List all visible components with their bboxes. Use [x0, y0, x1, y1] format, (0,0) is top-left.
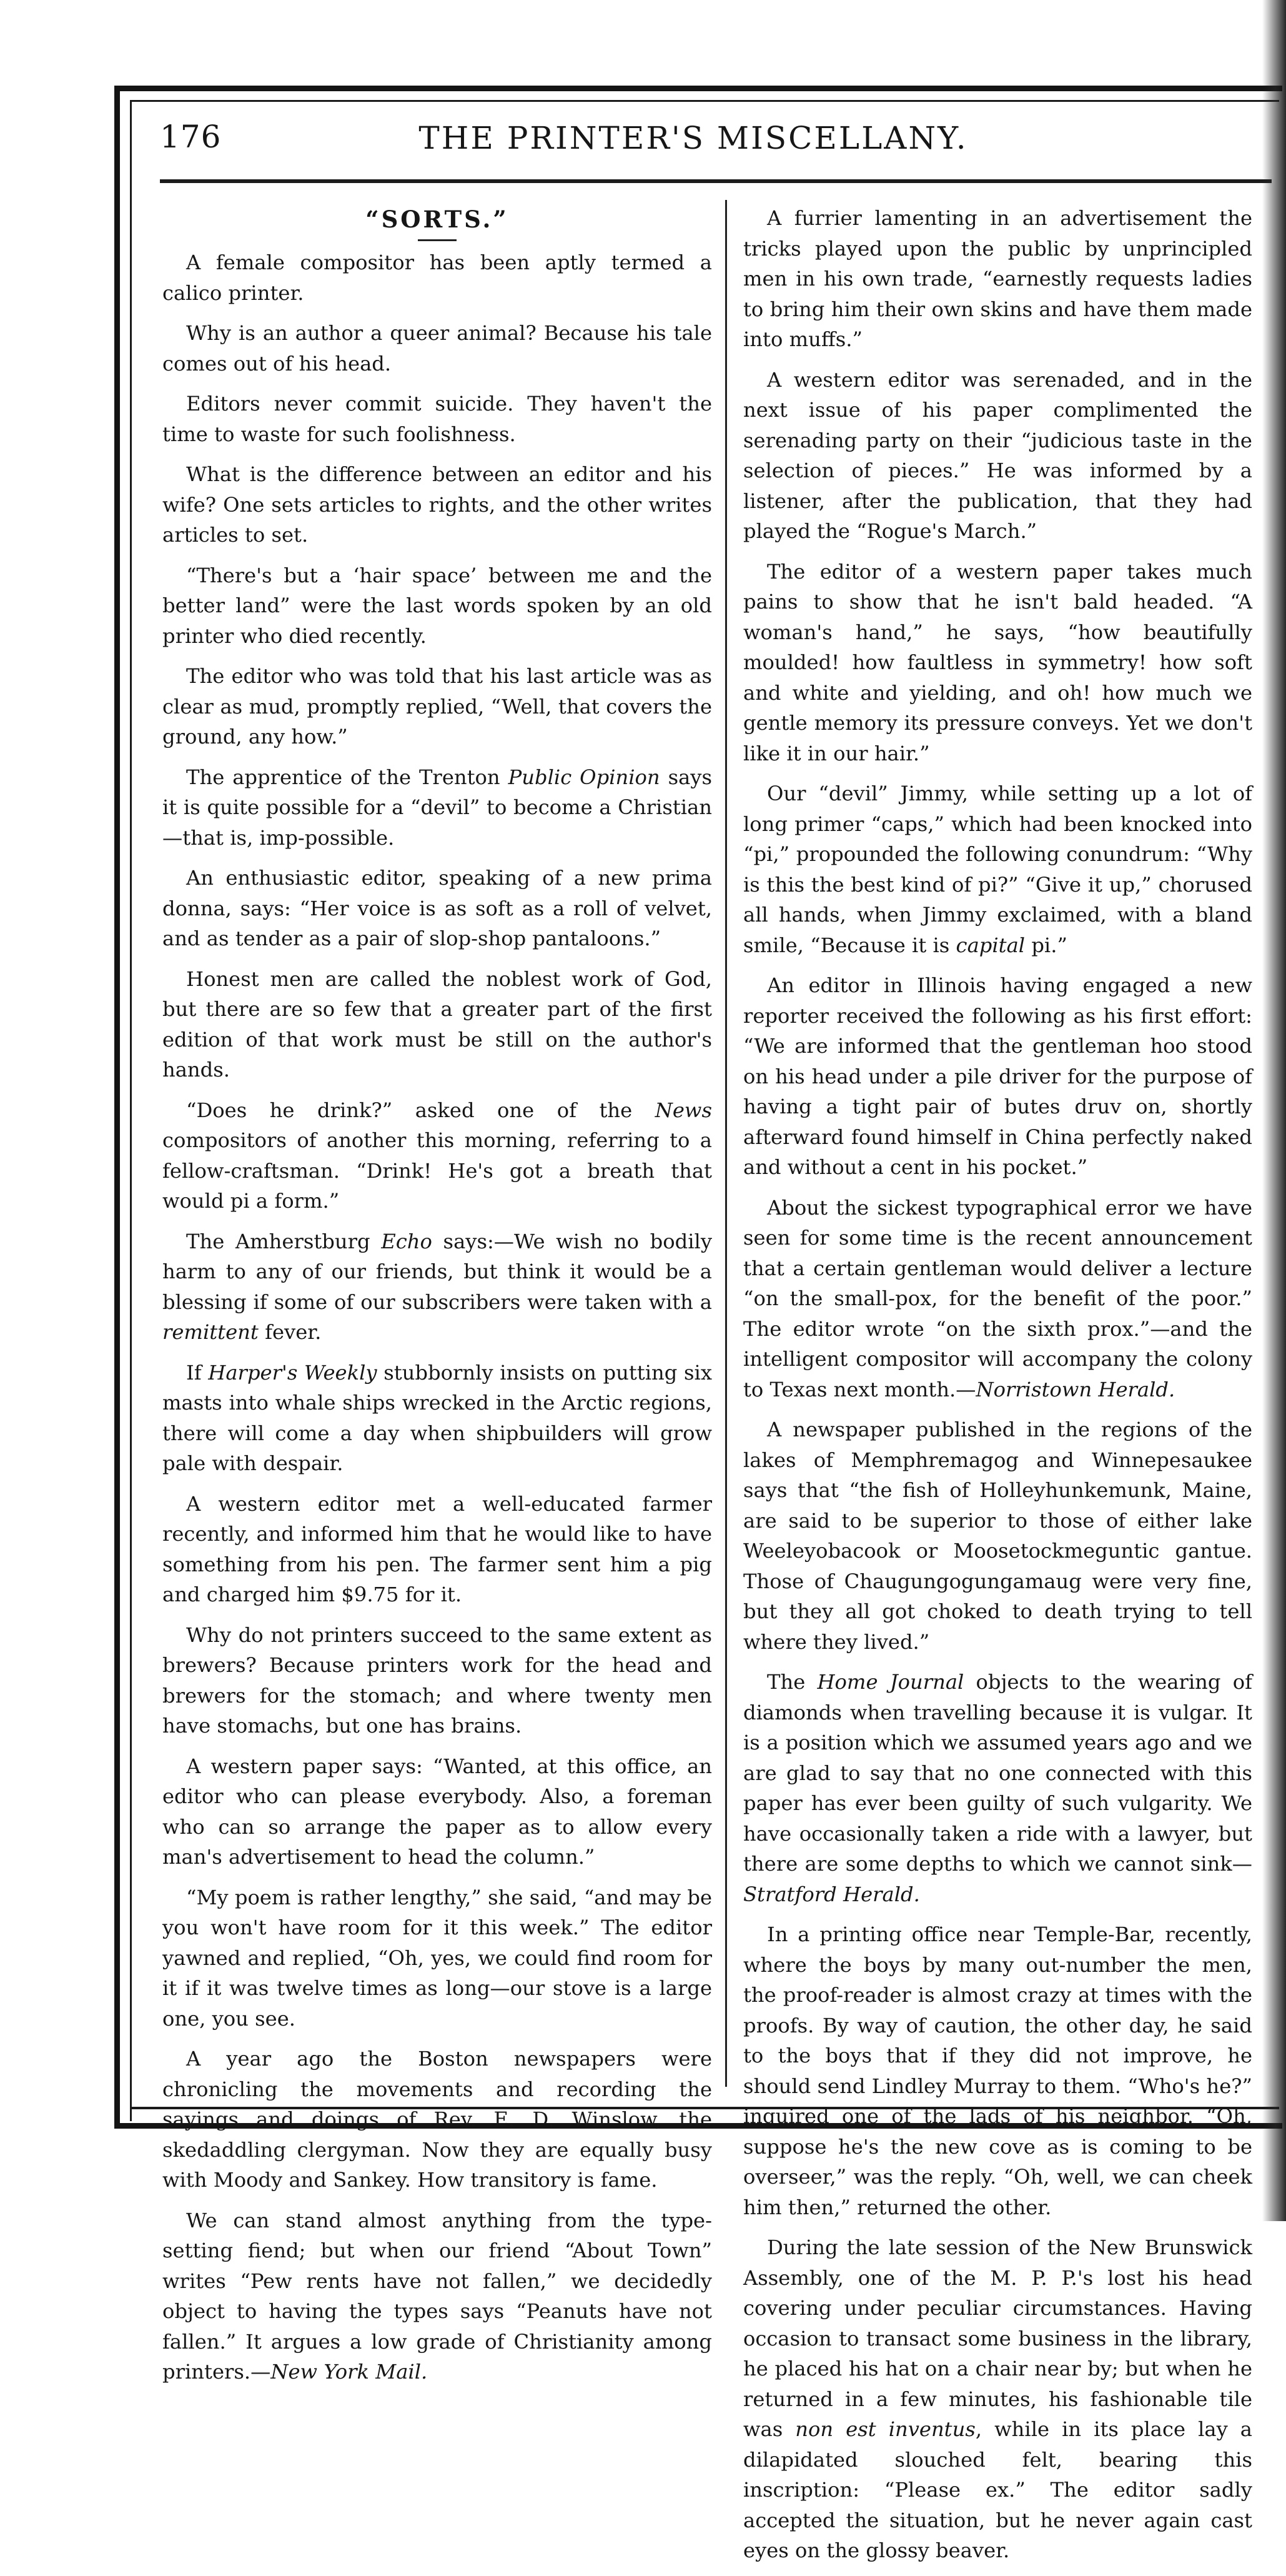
paragraph	[743, 203, 1252, 355]
paragraph	[162, 247, 712, 308]
paragraph-text: A newspaper published in the regions of the lakes of Memphremagog and Winnepesaukee says that “the fish of Holleyhunkemunk, Maine, are said to be superior to those of either lake Weeleyobacook or Moosetockmeguntic gantue. Those of Chaugungogungamaug were very fine, but they all got choked to death trying to tell where they lived.”	[743, 1418, 1252, 1654]
paragraph	[162, 560, 712, 652]
paragraph	[743, 365, 1252, 547]
paragraph	[162, 1751, 712, 1872]
left-column-body	[162, 247, 712, 2387]
paragraph-text: A female compositor has been aptly termed a calico printer.	[162, 251, 712, 305]
paragraph-text: A western editor was serenaded, and in the next issue of his paper complimented the serenading party on their “judicious taste in the selection of pieces.” He was informed by a listener, after the publication, that they had played the “Rogue's March.”	[743, 367, 1252, 543]
paragraph-text: , while in its place lay a dilapidated slouched felt, bearing this inscription: “Please ex.” The editor sadly accepted the situation, but he never again cast eyes on the glossy beaver.	[743, 2417, 1252, 2562]
paragraph	[743, 1415, 1252, 1657]
header-rule	[160, 179, 1272, 183]
italic-text: News	[655, 1098, 712, 1122]
paragraph-text: says it is quite possible for a “devil” to become a Christian—that is, imp-possible.	[162, 765, 712, 850]
paragraph-text: The Amherstburg	[186, 1229, 382, 1253]
paragraph-text: A furrier lamenting in an advertisement the tricks played upon the public by unprincipled men in his own trade, “earnestly requests ladies to bring him their own skins and have them made into muffs.”	[743, 206, 1252, 351]
paragraph	[162, 1358, 712, 1479]
italic-text: Echo	[381, 1229, 432, 1253]
paragraph-text: An enthusiastic editor, speaking of a new prima donna, says: “Her voice is as soft as a roll of velvet, and as tender as a pair of slop-shop pantaloons.”	[162, 866, 712, 950]
paragraph-text: In a printing office near Temple-Bar, recently, where the boys by many out-number the men, the proof-reader is almost crazy at times with the proofs. By way of caution, the other day, he said to the boys that if they did not improve, he should send Lindley Murray to them. “Who's he?” inquired one of the lads of his neighbor. “Oh, suppose he's the new cove as is coming to be overseer,” was the reply. “Oh, well, we can cheek him then,” returned the other.	[743, 1922, 1252, 2219]
italic-text: capital	[956, 933, 1026, 957]
paragraph-text: Why is an author a queer animal? Because his tale comes out of his head.	[162, 321, 712, 375]
paragraph-text: fever.	[258, 1320, 322, 1344]
paragraph	[162, 762, 712, 853]
paragraph-text: The editor of a western paper takes much pains to show that he isn't bald headed. “A woman's hand,” he says, “how beautifully moulded! how faultless in symmetry! how soft and white and yielding, and oh! how much we gentle memory its pressure conveys. Yet we don't like it in our hair.”	[743, 559, 1252, 765]
paragraph	[162, 1226, 712, 1348]
paragraph	[743, 970, 1252, 1183]
page-number: 176	[160, 119, 222, 155]
paragraph	[162, 1095, 712, 1216]
italic-text: Home Journal	[817, 1670, 964, 1694]
paragraph-text: objects to the wearing of diamonds when travelling because it is vulgar. It is a position which we assumed years ago and we are glad to say that no one connected with this paper has ever been guilty of such vulgarity. We have occasionally taken a ride with a lawyer, but there are some depths to which we cannot sink—	[743, 1670, 1252, 1876]
paragraph-text: The apprentice of the Trenton	[186, 765, 508, 789]
italic-text: non est inventus	[795, 2417, 976, 2441]
paragraph	[162, 863, 712, 954]
paragraph-text: An editor in Illinois having engaged a new reporter received the following as his first effort: “We are informed that the gentleman hoo stood on his head under a pile driver for the purpose of having a tight pair of butes druv on, shortly afterward found himself in China perfectly naked and without a cent in his pocket.”	[743, 973, 1252, 1179]
paragraph-text: “There's but a ‘hair space’ between me and the better land” were the last words spoken by an old printer who died recently.	[162, 563, 712, 648]
title-rule	[418, 239, 457, 241]
paragraph	[162, 459, 712, 550]
italic-text: Norristown Herald.	[976, 1377, 1175, 1401]
paragraph-text: pi.”	[1025, 933, 1067, 957]
paragraph	[162, 1882, 712, 2034]
paragraph	[162, 318, 712, 379]
italic-text: New York Mail.	[270, 2360, 428, 2384]
paragraph	[743, 1193, 1252, 1405]
paragraph-text: About the sickest typographical error we have seen for some time is the recent announcement that a certain gentleman would deliver a lecture “on the small-pox, for the benefit of the poor.” The editor wrote “on the sixth prox.”—and the intelligent compositor will accompany the colony to Texas next month.—	[743, 1195, 1252, 1401]
paragraph	[743, 557, 1252, 769]
italic-text: remittent	[162, 1320, 259, 1344]
paragraph-text: compositors of another this morning, referring to a fellow-craftsman. “Drink! He's got a breath that would pi a form.”	[162, 1128, 712, 1213]
paragraph-text: “Does he drink?” asked one of the	[186, 1098, 655, 1122]
paragraph-text: A western editor met a well-educated farmer recently, and informed him that he would like to have something from his pen. The farmer sent him a pig and charged him $9.75 for it.	[162, 1491, 712, 1606]
paragraph	[743, 778, 1252, 960]
paragraph-text: The editor who was told that his last article was as clear as mud, promptly replied, “Well, that covers the ground, any how.”	[162, 664, 712, 748]
paragraph	[162, 661, 712, 752]
section-title: “SORTS.”	[365, 206, 509, 233]
paragraph	[162, 2044, 712, 2196]
left-column	[162, 203, 712, 2397]
column-divider	[725, 200, 727, 2087]
paragraph-text: A western paper says: “Wanted, at this office, an editor who can please everybody. Also, a foreman who can so arrange the paper as to allow every man's advertisement to head the column.”	[162, 1754, 712, 1869]
page-edge-shadow	[1262, 0, 1286, 2221]
paragraph-text: Editors never commit suicide. They haven't the time to waste for such foolishness.	[162, 392, 712, 446]
paragraph-text: “My poem is rather lengthy,” she said, “and may be you won't have room for it this week.” The editor yawned and replied, “Oh, yes, we could find room for it if it was twelve times as long—our stove is a large one, you see.	[162, 1885, 712, 2031]
right-column	[743, 203, 1252, 2576]
paragraph-text: Honest men are called the noblest work of God, but there are so few that a greater part of the first edition of that work must be still on the author's hands.	[162, 967, 712, 1082]
paragraph	[162, 964, 712, 1085]
paragraph-text: If	[186, 1360, 209, 1385]
paragraph-text: What is the difference between an editor and his wife? One sets articles to rights, and the other writes articles to set.	[162, 462, 712, 547]
paragraph-text: The	[767, 1670, 818, 1694]
running-head: THE PRINTER'S MISCELLANY.	[418, 120, 968, 156]
paragraph	[162, 1489, 712, 1610]
right-column-body	[743, 203, 1252, 2566]
paragraph	[743, 1919, 1252, 2222]
paragraph-text: says:—We wish no bodily harm to any of our friends, but think it would be a blessing if some of our subscribers were taken with a	[162, 1229, 713, 1314]
paragraph	[162, 389, 712, 449]
italic-text: Public Opinion	[508, 765, 660, 789]
inner-frame-left	[130, 100, 132, 2121]
paragraph-text: We can stand almost anything from the type-setting fiend; but when our friend “About Town” writes “Pew rents have not fallen,” we decidedly object to having the types says “Peanuts have not fallen.” It argues a low grade of Christianity among printers.—	[162, 2208, 712, 2384]
paragraph-text: During the late session of the New Brunswick Assembly, one of the M. P. P.'s lost his head covering under peculiar circumstances. Having occasion to transact some business in the library, he placed his hat on a chair near by; but when he returned in a few minutes, his fashionable tile was	[743, 2235, 1252, 2441]
paragraph	[162, 1620, 712, 1741]
paragraph-text: Why do not printers succeed to the same extent as brewers? Because printers work for the head and brewers for the stomach; and where twenty men have stomachs, but one has brains.	[162, 1623, 712, 1738]
paragraph	[743, 1667, 1252, 1909]
italic-text: Stratford Herald.	[743, 1882, 920, 1906]
italic-text: Harper's Weekly	[208, 1360, 377, 1385]
paragraph	[743, 2232, 1252, 2566]
paragraph-text: A year ago the Boston newspapers were chronicling the movements and recording the sayings and doings of Rev. E. D. Winslow, the skedaddling clergyman. Now they are equally busy with Moody and Sankey. How transitory is fame.	[162, 2047, 712, 2192]
paragraph-text: Our “devil” Jimmy, while setting up a lot of long primer “caps,” which had been knocked into “pi,” propounded the following conundrum: “Why is this the best kind of pi?” “Give it up,” chorused all hands, when Jimmy exclaimed, with a bland smile, “Because it is	[743, 782, 1252, 957]
paragraph	[162, 2206, 712, 2387]
inner-frame-top	[130, 100, 1279, 102]
paragraph-text: stubbornly insists on putting six masts into whale ships wrecked in the Arctic regions, there will come a day when shipbuilders will grow pale with despair.	[162, 1360, 712, 1475]
